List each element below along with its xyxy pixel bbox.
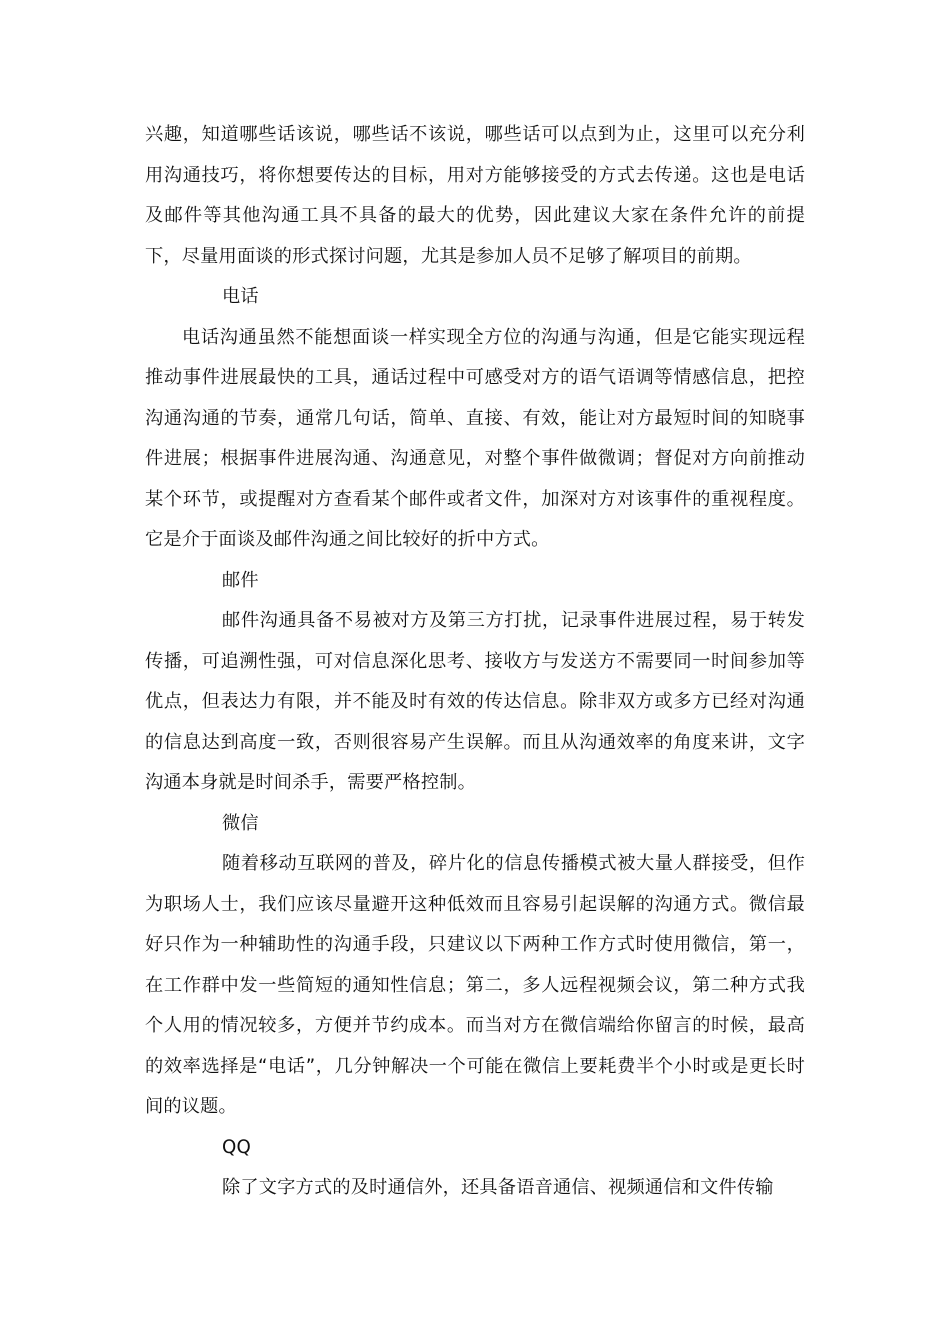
section-heading-email: 邮件 [222,569,259,591]
paragraph-intro-continued: 兴趣，知道哪些话该说，哪些话不该说，哪些话可以点到为止，这里可以充分利用沟通技巧，将你想要传达的目标，用对方能够接受的方式去传递。这也是电话及邮件等其他沟通工具不具备的最大的优势，因此建议大家在条件允许的前提下，尽量用面谈的形式探讨问题，尤其是参加人员不足够了解项目的前期。 [145,124,805,267]
section-heading-phone: 电话 [222,286,259,307]
section-heading-wechat: 微信 [222,812,259,834]
paragraph-email: 邮件沟通具备不易被对方及第三方打扰，记录事件进展过程，易于转发传播，可追溯性强，可对信息深化思考、接收方与发送方不需要同一时间参加等优点，但表达力有限，并不能及时有效的传达信息。除非双方或多方已经对沟通的信息达到高度一致，否则很容易产生误解。而且从沟通效率的角度来讲，文字沟通本身就是时间杀手，需要严格控制。 [145,610,805,793]
paragraph-wechat: 随着移动互联网的普及，碎片化的信息传播模式被大量人群接受，但作为职场人士，我们应该尽量避开这种低效而且容易引起误解的沟通方式。微信最好只作为一种辅助性的沟通手段，只建议以下两种工作方式时使用微信，第一，在工作群中发一些简短的通知性信息；第二，多人远程视频会议，第二种方式我个人用的情况较多，方便并节约成本。而当对方在微信端给你留言的时候，最高的效率选择是“电话”，几分钟解决一个可能在微信上要耗费半个小时或是更长时间的议题。 [145,853,805,1117]
document-body [145,115,805,1209]
section-heading-qq: QQ [222,1136,252,1158]
paragraph-phone: 电话沟通虽然不能想面谈一样实现全方位的沟通与沟通，但是它能实现远程推动事件进展最快的工具，通话过程中可感受对方的语气语调等情感信息，把控沟通沟通的节奏，通常几句话，简单、直接、有效，能让对方最短时间的知晓事件进展；根据事件进展沟通、沟通意见，对整个事件做微调；督促对方向前推动某个环节，或提醒对方查看某个邮件或者文件，加深对方对该事件的重视程度。它是介于面谈及邮件沟通之间比较好的折中方式。 [145,326,805,550]
paragraph-qq: 除了文字方式的及时通信外，还具备语音通信、视频通信和文件传输 [222,1177,774,1198]
